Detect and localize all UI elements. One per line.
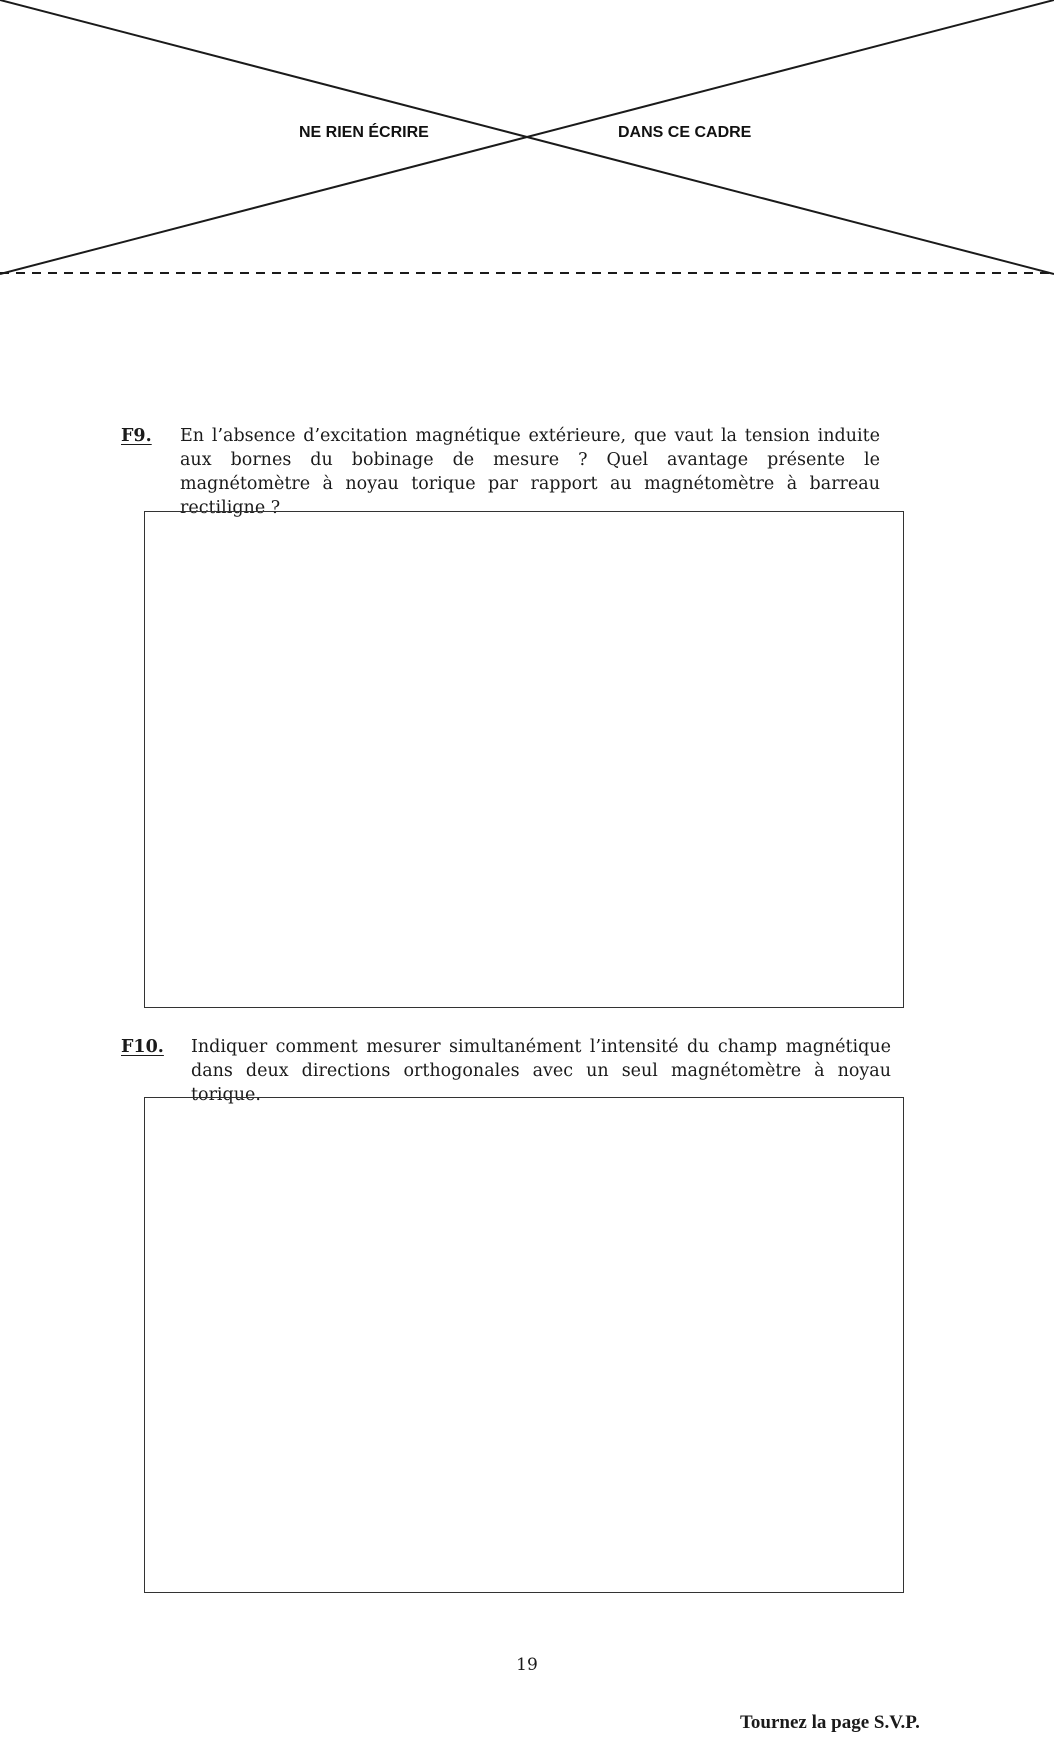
question-text: En l’absence d’excitation magnétique extérieure, que vaut la tension induite aux bornes du bobinage de mesure ? Quel avantage présente le magnétomètre à noyau torique par rapport au magnétomètre à barreau rectiligne ? — [180, 426, 880, 518]
question-f9 — [121, 424, 889, 520]
page-number: 19 — [516, 1655, 538, 1675]
question-number: F10. — [121, 1037, 164, 1057]
no-write-zone-cross — [0, 0, 1054, 280]
no-write-label-right: DANS CE CADRE — [618, 124, 752, 141]
answer-box-f9[interactable] — [144, 511, 904, 1008]
question-text: Indiquer comment mesurer simultanément l’intensité du champ magnétique dans deux directions orthogonales avec un seul magnétomètre à noyau torique. — [191, 1037, 891, 1105]
no-write-label-left: NE RIEN ÉCRIRE — [299, 124, 429, 141]
question-number: F9. — [121, 426, 152, 446]
turn-page-note: Tournez la page S.V.P. — [740, 1712, 920, 1733]
answer-box-f10[interactable] — [144, 1097, 904, 1593]
